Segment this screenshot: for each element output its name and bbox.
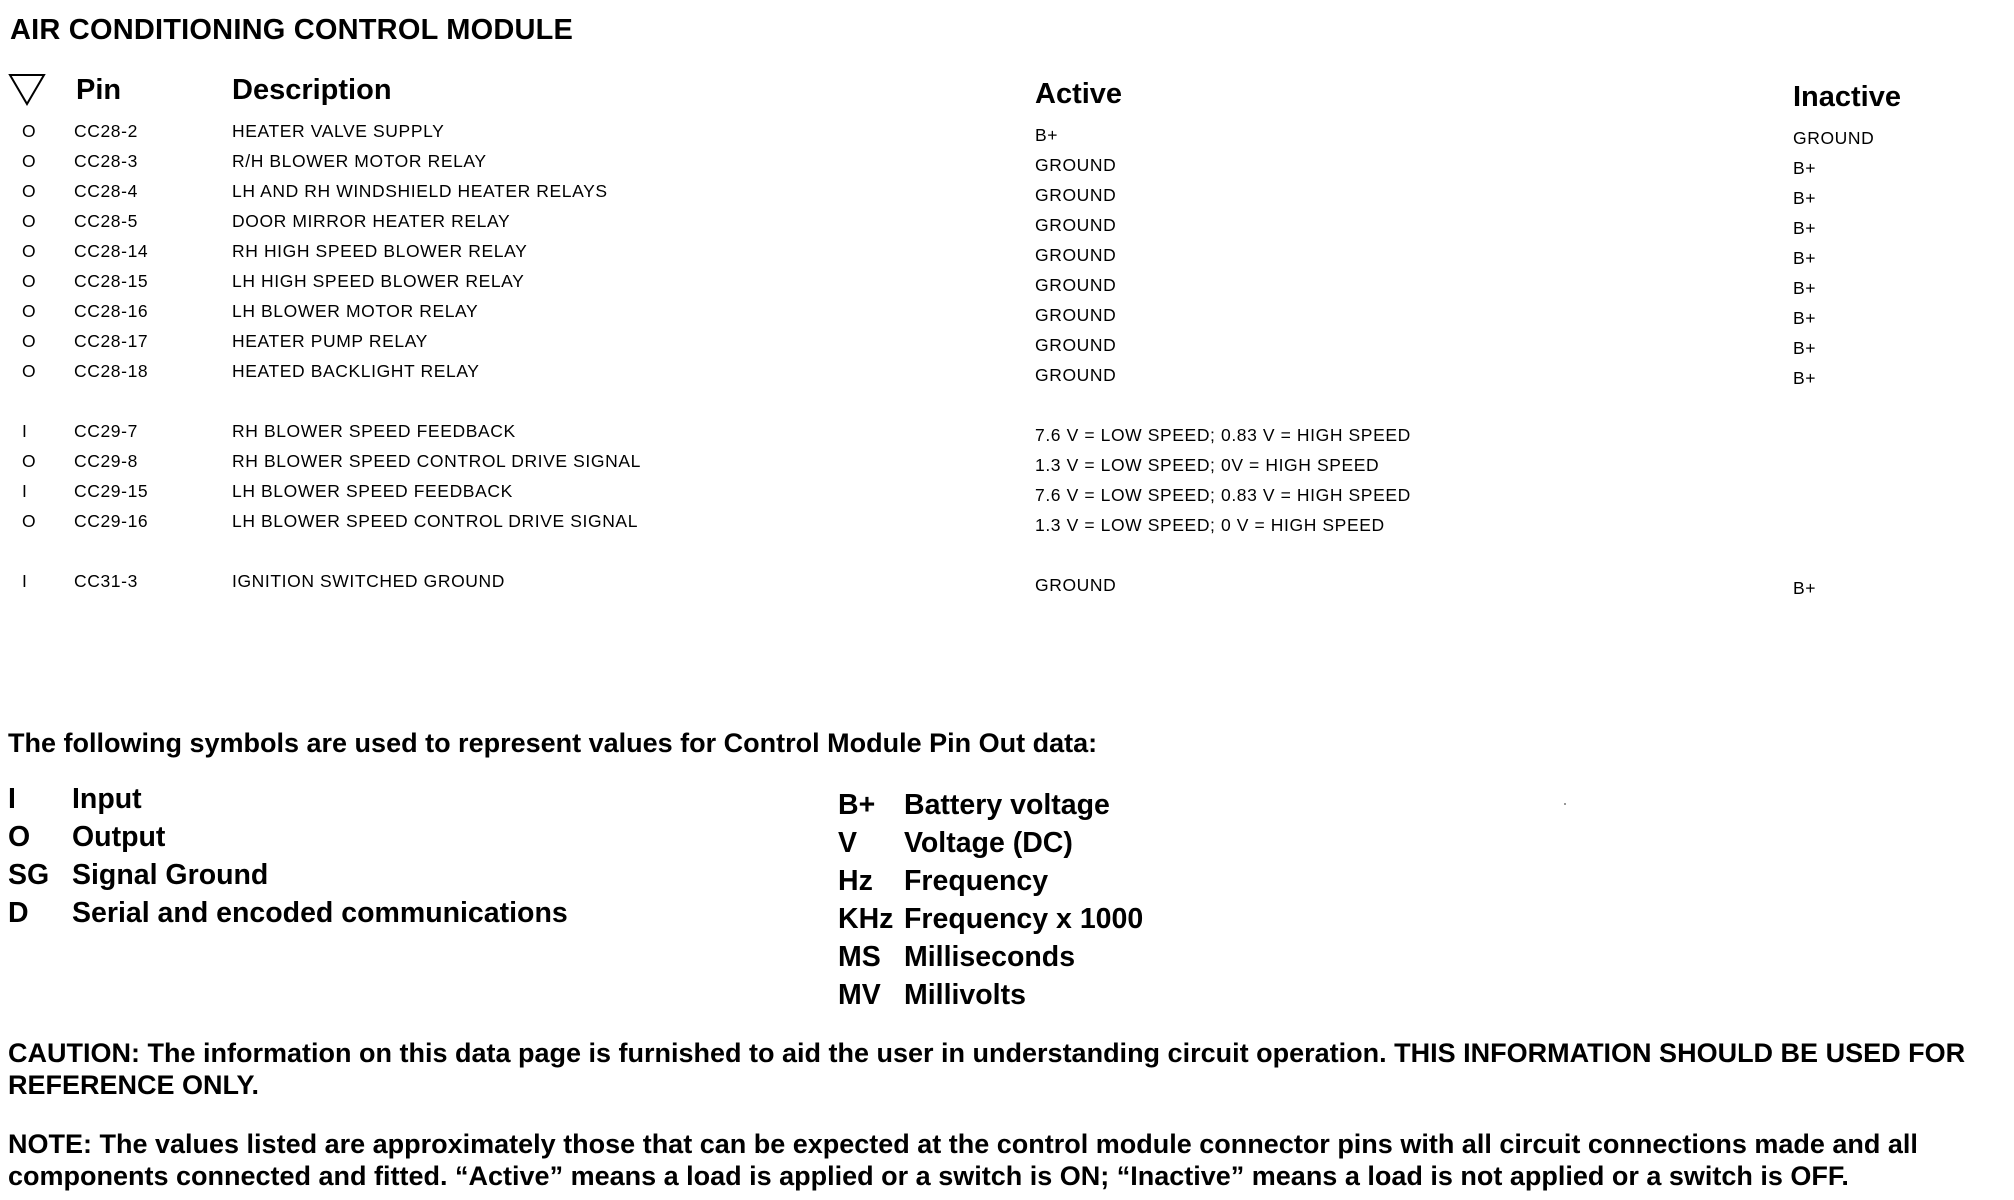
active-value: GROUND <box>1035 155 1117 175</box>
active-value: GROUND <box>1035 275 1117 295</box>
legend-meaning: Frequency <box>904 865 1049 897</box>
active-value: 1.3 V = LOW SPEED; 0V = HIGH SPEED <box>1035 455 1380 475</box>
inactive-value: B+ <box>1793 578 1817 598</box>
legend-symbol: Hz <box>838 865 873 897</box>
active-value: GROUND <box>1035 305 1117 325</box>
inactive-value: GROUND <box>1793 128 1875 148</box>
active-value: GROUND <box>1035 365 1117 385</box>
legend-meaning: Output <box>72 821 166 853</box>
inactive-value: B+ <box>1793 248 1817 268</box>
speck <box>1564 803 1566 805</box>
inactive-value: B+ <box>1793 278 1817 298</box>
legend-symbol: D <box>8 897 29 929</box>
pin-id: CC28-15 <box>74 271 149 291</box>
active-value: GROUND <box>1035 335 1117 355</box>
legend-symbol: V <box>838 827 858 859</box>
legend-meaning: Voltage (DC) <box>904 827 1073 859</box>
pin-id: CC28-5 <box>74 211 138 231</box>
io-type: O <box>22 511 37 531</box>
pin-id: CC28-17 <box>74 331 149 351</box>
pin-description: LH HIGH SPEED BLOWER RELAY <box>232 271 525 291</box>
active-value: B+ <box>1035 125 1059 145</box>
io-type: O <box>22 151 37 171</box>
legend-meaning: Serial and encoded communications <box>72 897 568 929</box>
pin-description: HEATER VALVE SUPPLY <box>232 121 445 141</box>
io-type: I <box>22 571 28 591</box>
io-type: O <box>22 121 37 141</box>
active-value: GROUND <box>1035 245 1117 265</box>
legend-symbol: MV <box>838 979 881 1011</box>
pin-id: CC28-14 <box>74 241 149 261</box>
io-type: O <box>22 181 37 201</box>
legend-meaning: Input <box>72 783 142 815</box>
pin-id: CC29-15 <box>74 481 149 501</box>
io-type: O <box>22 241 37 261</box>
page-title: AIR CONDITIONING CONTROL MODULE <box>10 14 574 46</box>
pin-id: CC28-16 <box>74 301 149 321</box>
pin-id: CC28-4 <box>74 181 138 201</box>
pin-description: HEATER PUMP RELAY <box>232 331 428 351</box>
header-inactive: Inactive <box>1793 81 1901 113</box>
active-value: GROUND <box>1035 185 1117 205</box>
inactive-value: B+ <box>1793 158 1817 178</box>
pin-description: RH BLOWER SPEED FEEDBACK <box>232 421 516 441</box>
inactive-value: B+ <box>1793 218 1817 238</box>
legend-symbol: I <box>8 783 16 815</box>
active-value: GROUND <box>1035 575 1117 595</box>
legend-symbol: MS <box>838 941 881 973</box>
pin-description: HEATED BACKLIGHT RELAY <box>232 361 480 381</box>
legend-symbol: KHz <box>838 903 894 935</box>
io-type: O <box>22 331 37 351</box>
pin-description: LH BLOWER SPEED FEEDBACK <box>232 481 513 501</box>
legend-meaning: Battery voltage <box>904 789 1110 821</box>
pin-id: CC29-8 <box>74 451 138 471</box>
io-type: O <box>22 271 37 291</box>
pin-description: IGNITION SWITCHED GROUND <box>232 571 506 591</box>
pin-id: CC31-3 <box>74 571 138 591</box>
active-value: 7.6 V = LOW SPEED; 0.83 V = HIGH SPEED <box>1035 485 1411 505</box>
pin-id: CC29-16 <box>74 511 149 531</box>
note-text: NOTE: The values listed are approximately those that can be expected at the control module connector pins with all circuit connections made and all components connected and fitted. “Active” means a load is applied or a switch is ON; “Inactive” means a load is not applied or a switch is OFF. <box>8 1129 1918 1191</box>
io-type: I <box>22 421 28 441</box>
pin-description: RH BLOWER SPEED CONTROL DRIVE SIGNAL <box>232 451 641 471</box>
active-value: 7.6 V = LOW SPEED; 0.83 V = HIGH SPEED <box>1035 425 1411 445</box>
header-description: Description <box>232 74 392 106</box>
pin-description: LH BLOWER SPEED CONTROL DRIVE SIGNAL <box>232 511 639 531</box>
active-value: 1.3 V = LOW SPEED; 0 V = HIGH SPEED <box>1035 515 1385 535</box>
header-active: Active <box>1035 78 1123 110</box>
legend-meaning: Milliseconds <box>904 941 1076 973</box>
inactive-value: B+ <box>1793 308 1817 328</box>
legend-meaning: Signal Ground <box>72 859 269 891</box>
active-value: GROUND <box>1035 215 1117 235</box>
pin-description: R/H BLOWER MOTOR RELAY <box>232 151 487 171</box>
pin-description: RH HIGH SPEED BLOWER RELAY <box>232 241 528 261</box>
legend-heading: The following symbols are used to represent values for Control Module Pin Out data: <box>8 728 1098 758</box>
inactive-value: B+ <box>1793 368 1817 388</box>
legend-symbol: O <box>8 821 31 853</box>
pin-id: CC29-7 <box>74 421 138 441</box>
caution-text: CAUTION: The information on this data page is furnished to aid the user in understanding circuit operation. THIS INFORMATION SHOULD BE USED FOR REFERENCE ONLY. <box>8 1038 1966 1100</box>
pin-id: CC28-3 <box>74 151 138 171</box>
legend-meaning: Frequency x 1000 <box>904 903 1144 935</box>
legend-symbol: B+ <box>838 789 876 821</box>
legend-meaning: Millivolts <box>904 979 1026 1011</box>
io-type: O <box>22 451 37 471</box>
pin-description: LH AND RH WINDSHIELD HEATER RELAYS <box>232 181 608 201</box>
io-type: O <box>22 361 37 381</box>
pin-id: CC28-18 <box>74 361 149 381</box>
pin-id: CC28-2 <box>74 121 138 141</box>
io-type: I <box>22 481 28 501</box>
triangle-down-outline-icon <box>8 73 46 107</box>
pin-description: DOOR MIRROR HEATER RELAY <box>232 211 511 231</box>
pin-description: LH BLOWER MOTOR RELAY <box>232 301 479 321</box>
header-pin: Pin <box>76 74 122 106</box>
inactive-value: B+ <box>1793 338 1817 358</box>
io-type: O <box>22 211 37 231</box>
legend-symbol: SG <box>8 859 50 891</box>
io-type: O <box>22 301 37 321</box>
inactive-value: B+ <box>1793 188 1817 208</box>
